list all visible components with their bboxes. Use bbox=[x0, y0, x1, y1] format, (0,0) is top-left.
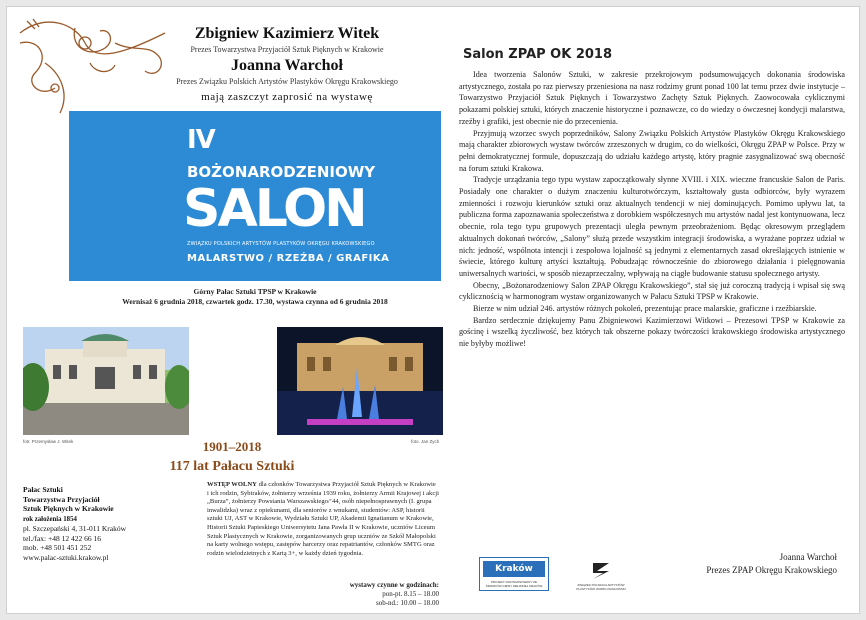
article-paragraph: Bardzo serdecznie dziękujemy Panu Zbigniewowi Kazimierzowi Witkowi – Prezesowi TPSP w Krakowie za gościnę i wszelką życzliwość, bez których tak obszerne pokazy twórczości krakowskiego środowiska artystycznego nie byłyby możliwe! bbox=[459, 315, 845, 349]
free-admission-text: dla członków Towarzystwa Przyjaciół Sztuk Pięknych w Krakowie i ich rodzin, Sybiraków, żołnierzy września 1939 roku, żołnierzy Armii Krajowej i akcji „Burza”, żołnierzy Powstania Warszawskiego/’44, osób niepełnosprawnych (I. grupa inwalidzka) wraz z opiekunami, dla seniorów z wnukami, studentów: ASP, historii sztuki UJ, AST w Krakowie, Wydziału Sztuki UP, Akademii Ignatianum w Krakowie, Historii Sztuki Papieskiego Uniwersytetu Jana Pawła II w Krakowie, uczniów Liceum Sztuk Plastycznych w Krakowie, zorganizowanych grup uczniów ze Szkół Małopolski na karty wolnego wstępu, zastępów harcerzy oraz repatriantów, członków SMTG oraz rodzin wielodzietnych z Kartą 3+, w każdy dzień tygodnia. bbox=[207, 481, 439, 557]
krakow-logo-subtext: PROJEKT DOFINANSOWANY ZE ŚRODKÓW GMINY MIEJSKIEJ KRAKÓW bbox=[485, 580, 543, 588]
article-paragraph: Idea tworzenia Salonów Sztuki, w zakresie przekrojowym podsumowujących dokonania środowiska artystycznego, została po raz pierwszy przeniesiona na nasz rodzimy grunt ponad 100 lat temu przez dwie instytucje – Towarzystwo Przyjaciół Sztuk Pięknych i Towarzystwo Zachęty Sztuk Pięknych. Zaowocowała cyklicznymi pokazami polskiej sztuki, których znaczenie historyczne i poznawcze, co do wiedzy o ówczesnej kondycji malarstwa, rzeźby i grafiki, jest obecnie nie do przecenienia. bbox=[459, 70, 845, 126]
right-column bbox=[455, 7, 855, 613]
invitation-page bbox=[6, 6, 860, 614]
opening-hours bbox=[347, 581, 439, 608]
hours-weekend: sob-nd.: 10.00 – 18.00 bbox=[376, 599, 439, 607]
anniversary-years: 1901–2018 bbox=[202, 439, 262, 454]
address-line1: Pałac Sztuki bbox=[23, 485, 63, 494]
article-paragraph: Przyjmują wzorzec swych poprzedników, Salony Związku Polskich Artystów Plastyków Okręgu Krakowskiego mają charakter zbiorowych wystaw twórców zrzeszonych w drugim, co do wielkości, Okręgu ZPAP w Polsce. Przy w pełni demokratycznej formule, dopuszczają do udziału każdego artystę, który pragnie zasygnalizować swą obecność na forum sztuki Krakowa. bbox=[459, 128, 845, 173]
krakow-logo-text: Kraków bbox=[483, 561, 545, 577]
palace-day-photo bbox=[23, 327, 189, 435]
address-line6: tel./fax: +48 12 422 66 16 bbox=[23, 533, 101, 543]
event-venue: Górny Pałac Sztuki TPSP w Krakowie bbox=[193, 287, 317, 296]
host-name-2: Joanna Warchoł bbox=[231, 57, 343, 74]
signature-name: Joanna Warchoł bbox=[779, 552, 837, 562]
banner-arts: MALARSTWO / RZEŹBA / GRAFIKA bbox=[187, 253, 390, 264]
free-admission-label: WSTĘP WOLNY bbox=[207, 481, 257, 488]
address-line5: pl. Szczepański 4, 31-011 Kraków bbox=[23, 524, 127, 533]
article-paragraph: Tradycje urządzania tego typu wystaw zapoczątkowały słynne XVIII. i XIX. wieczne francuskie Salon de Paris. Posiadały one charakter o dużym znaczeniu kulturotwórczym, kształtowały gusta odbiorców, były wyrazem zmienności i rozwoju kierunków sztuki oraz aktualnych tendencji w niej dominujących. Pomimo upływu lat, ta publiczna forma zapoznawania społeczeństwa z dorobkiem współczesnych mu artystów nadal jest kontynuowana, lecz obecnie, rola tego typu grupowych prezentacji uległa pewnym przeobrażeniom. Będąc okresowym przeglądem aktualnych dokonań twórców, „Salony” służą przede wszystkim integracji środowiska, a wyrażane poprzez udział w nich: jedność, wspólnota intencji i zespołowa lojalność są jednymi z elementarnych zasad określających istnienie w świecie, którego kulturę artyści kształtują. Pobudzając równocześnie do zbiorowego działania i pielęgnowania uniwersalnych wartości, w sposób niezaprzeczalny, wpływają na ciągłe budowanie statusu społecznego artysty. bbox=[459, 175, 845, 278]
banner-org: ZWIĄZKU POLSKICH ARTYSTÓW PLASTYKÓW OKRĘGU KRAKOWSKIEGO bbox=[187, 241, 375, 247]
host-role-2: Prezes Związku Polskich Artystów Plastyków Okręgu Krakowskiego bbox=[176, 77, 398, 86]
free-admission-note bbox=[207, 481, 439, 558]
address-line3: Sztuk Pięknych w Krakowie bbox=[23, 504, 114, 513]
event-dates: Wernisaż 6 grudnia 2018, czwartek godz. 17.30, wystawa czynna od 6 grudnia 2018 bbox=[122, 297, 388, 306]
article-paragraph: Bierze w nim udział 246. artystów różnych pokoleń, prezentując prace malarskie, graficzne i rzeźbiarskie. bbox=[473, 304, 817, 314]
signature-role: Prezes ZPAP Okręgu Krakowskiego bbox=[706, 565, 837, 575]
left-column bbox=[7, 7, 447, 613]
banner-line1: BOŻONARODZENIOWY bbox=[187, 163, 376, 181]
address-block bbox=[23, 485, 199, 562]
address-line7: mob. +48 501 451 252 bbox=[23, 543, 92, 552]
article-title: Salon ZPAP OK 2018 bbox=[463, 47, 613, 62]
article-body bbox=[459, 69, 845, 350]
address-line2: Towarzystwa Przyjaciół bbox=[23, 494, 100, 504]
article-paragraph: Obecny, „Bożonarodzeniowy Salon ZPAP Okręgu Krakowskiego”, stał się już coroczną tradycją i wpisał się swą cyklicznością w harmonogram wystaw organizowanych w Pałacu Sztuki TPSP w Krakowie. bbox=[459, 280, 845, 302]
hours-label: wystawy czynne w godzinach: bbox=[349, 581, 439, 589]
zpap-logo bbox=[576, 559, 626, 599]
banner-line2: SALON bbox=[183, 179, 365, 239]
hours-weekdays: pon-pt. 8.15 – 18.00 bbox=[382, 590, 439, 598]
host-name-1: Zbigniew Kazimierz Witek bbox=[194, 25, 380, 42]
host-role-1: Prezes Towarzystwa Przyjaciół Sztuk Pięknych w Krakowie bbox=[190, 45, 384, 54]
banner-number: IV bbox=[187, 125, 215, 155]
signature-block bbox=[669, 551, 837, 577]
zpap-logo-subtext: ZWIĄZEK POLSKICH ARTYSTÓW PLASTYKÓW OKRĘG KRAKOWSKI bbox=[576, 583, 626, 591]
invite-line: mają zaszczyt zaprosić na wystawę bbox=[201, 91, 373, 103]
zpap-emblem-icon bbox=[581, 559, 621, 583]
palace-night-photo bbox=[277, 327, 443, 435]
krakow-logo bbox=[479, 557, 549, 591]
address-line4: rok założenia 1854 bbox=[23, 515, 77, 523]
photo-credit-2: foto. Jan Zych bbox=[411, 439, 440, 444]
exhibition-banner bbox=[69, 111, 441, 281]
anniversary-text: 117 lat Pałacu Sztuki bbox=[169, 459, 295, 474]
photo-credit-1: fotr. Przemysław J. Witek bbox=[23, 439, 74, 444]
address-website[interactable]: www.palac-sztuki.krakow.pl bbox=[23, 552, 109, 562]
